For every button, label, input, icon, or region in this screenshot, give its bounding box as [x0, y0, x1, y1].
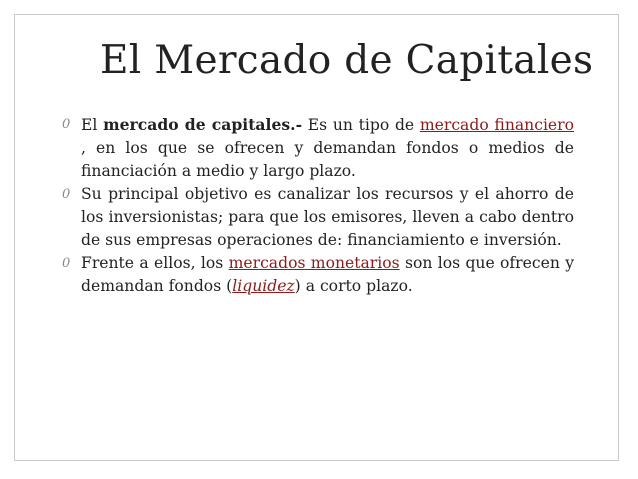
- bullet-text: El: [81, 116, 104, 134]
- bullet-text: son los que ofrecen y demandan fondos (: [81, 254, 575, 295]
- mercado-financiero-link[interactable]: mercado financiero: [419, 116, 575, 134]
- bullet-text: , en los que se ofrecen y demandan fondos o medios de financiación a medio y largo plazo.: [81, 139, 574, 180]
- bullet-item-3: [62, 252, 574, 298]
- bullet-text: ) a corto plazo.: [294, 277, 413, 295]
- bullet-list: [62, 113, 574, 298]
- bullet-text: Es un tipo de: [302, 116, 420, 134]
- bullet-text: Frente a ellos, los: [81, 254, 229, 272]
- slide-title: El Mercado de Capitales: [100, 38, 594, 83]
- bullet-item-1: [62, 113, 574, 183]
- bullet-text: Su principal objetivo es canalizar los recursos y el ahorro de los inversionistas; para que los emisores, lleven a cabo dentro de sus empresas operaciones de: financiamiento e inversión.: [81, 185, 574, 249]
- bullet-item-2: [62, 183, 574, 252]
- bullet-marker: 0: [62, 117, 71, 132]
- bullet-marker: 0: [62, 256, 71, 271]
- liquidez-link[interactable]: liquidez: [232, 277, 295, 295]
- mercados-monetarios-link[interactable]: mercados monetarios: [228, 254, 400, 272]
- bullet-marker: 0: [62, 187, 71, 202]
- bold-term: mercado de capitales.-: [103, 115, 303, 134]
